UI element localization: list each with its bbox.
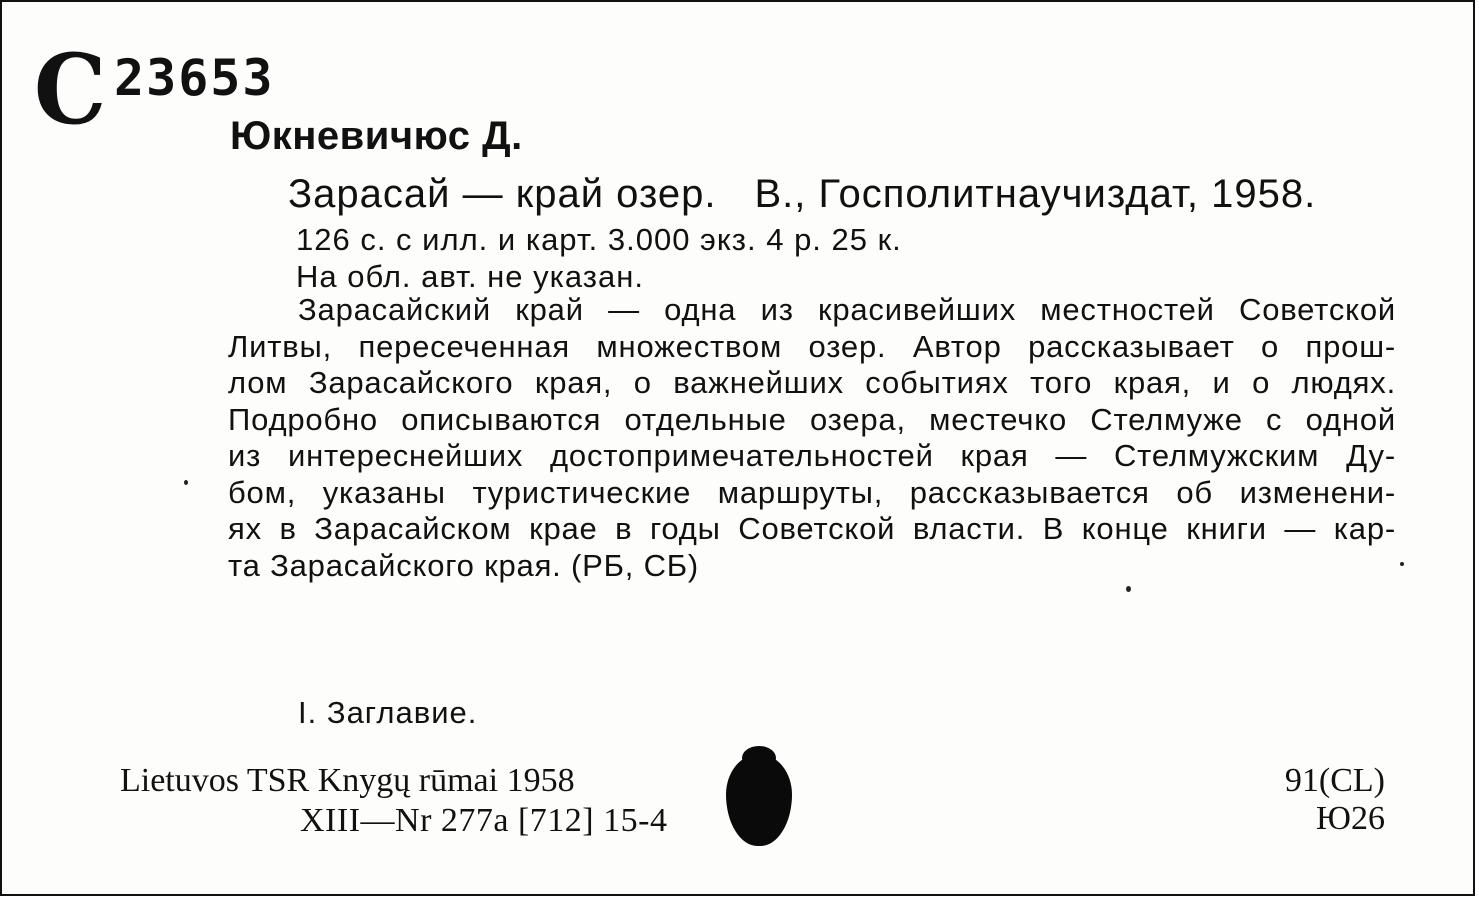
subject-heading: I. Заглавие. (298, 695, 478, 730)
book-title: Зарасай — край озер. (288, 172, 717, 216)
dust-speck (1126, 586, 1131, 592)
author-heading: Юкневичюс Д. (230, 114, 523, 158)
annotation-line: Зарасайский край — одна из красивейших местностей Советской (298, 292, 1396, 327)
classification-line-1: 91(CL) (1284, 762, 1385, 799)
annotation-line: бом, указаны туристические маршруты, рассказывается об изменени- (228, 474, 1396, 510)
classification-line-2: Ю26 (1316, 800, 1385, 837)
annotation-line: Литвы, пересеченная множеством озер. Автор рассказывает о прош- (228, 328, 1396, 364)
stamp-letter: С (33, 33, 107, 146)
classification-code (1285, 762, 1385, 838)
dust-speck (1400, 562, 1404, 566)
title-line (288, 168, 1316, 220)
annotation-line: из интереснейших достопримечательностей края — Стелмужским Ду- (228, 438, 1396, 473)
dust-speck (184, 480, 188, 485)
publication-info: В., Госполитнаучиздат, 1958. (754, 172, 1317, 216)
ink-blot (726, 754, 792, 846)
annotation-line: Подробно описываются отдельные озера, местечко Стелмуже с одной (228, 401, 1396, 437)
annotation (228, 292, 1396, 584)
publisher-line-1: Lietuvos TSR Knygų rūmai 1958 (120, 762, 575, 799)
imprint: 126 с. с илл. и карт. 3.000 экз. 4 р. 25 к. (296, 222, 902, 257)
annotation-line: ях в Зарасайском крае в годы Советской власти. В конце книги — кар- (228, 511, 1396, 546)
annotation-line: лом Зарасайского края, о важнейших событиях того края, и о людях. (228, 365, 1396, 400)
annotation-line: та Зарасайского края. (РБ, СБ) (228, 547, 700, 583)
author-note: На обл. авт. не указан. (296, 259, 644, 294)
publisher-line-2: XIII—Nr 277a [712] 15-4 (300, 802, 668, 839)
stamp-number: 23653 (114, 49, 275, 107)
